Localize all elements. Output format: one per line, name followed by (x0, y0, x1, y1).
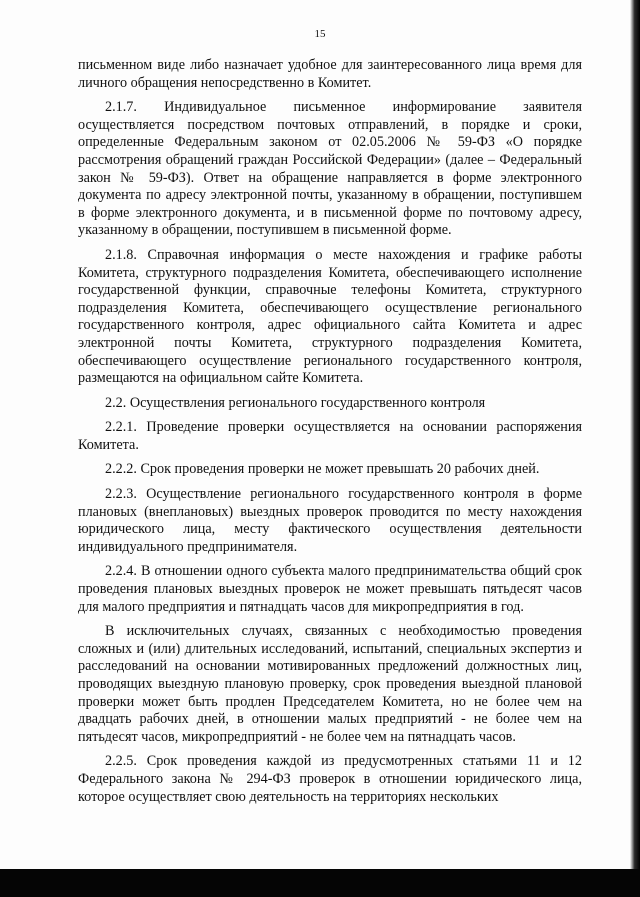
paragraph-2-2-1: 2.2.1. Проведение проверки осуществляется на основании распоряжения Комитета. (78, 419, 582, 453)
paragraph-2-2-2: 2.2.2. Срок проведения проверки не может превышать 20 рабочих дней. (105, 461, 540, 478)
scan-edge-bottom (0, 869, 640, 897)
section-heading-2-2: 2.2. Осуществления регионального государственного контроля (105, 394, 486, 411)
page-number: 15 (314, 28, 326, 40)
paragraph-2-1-7: 2.1.7. Индивидуальное письменное информирование заявителя осуществляется посредством почтовых отправлений, в порядке и сроки, определенные Федеральным законом от 02.05.2006 № 59-ФЗ «О порядке рассмотрения обращений граждан Российской Федерации» (далее – Федеральный закон № 59-ФЗ). Ответ на обращение направляется в форме электронного документа по адресу электронной почты, указанному в обращении, поступившем в форме электронного документа, и в письменной форме по почтовому адресу, указанному в обращении, поступившем в письменной форме. (78, 99, 582, 239)
paragraph-2-2-5: 2.2.5. Срок проведения каждой из предусмотренных статьями 11 и 12 Федерального закона № 294-ФЗ проверок в отношении юридического лица, которое осуществляет свою деятельность на территориях нескольких (78, 753, 582, 805)
paragraph-2-2-4: 2.2.4. В отношении одного субъекта малого предпринимательства общий срок проведения плановых выездных проверок не может превышать пятьдесят часов для малого предприятия и пятнадцать часов для микропредприятия в год. (78, 563, 582, 615)
paragraph-exceptional-cases: В исключительных случаях, связанных с необходимостью проведения сложных и (или) длительных исследований, испытаний, специальных экспертиз и расследований на основании мотивированных предложений должностных лиц, проводящих выездную плановую проверку, срок проведения выездной плановой проверки может быть продлен Председателем Комитета, но не более чем на двадцать рабочих дней, в отношении малых предприятий - не более чем на пятьдесят часов, микропредприятий - не более чем на пятнадцать часов. (78, 623, 582, 745)
scan-edge-right (630, 0, 640, 897)
paragraph-2-2-3: 2.2.3. Осуществление регионального государственного контроля в форме плановых (внеплановых) выездных проверок проводится по месту нахождения юридического лица, месту фактического осуществления деятельности индивидуального предпринимателя. (78, 486, 582, 555)
paragraph-continuation: письменном виде либо назначает удобное для заинтересованного лица время для личного обращения непосредственно в Комитет. (78, 57, 582, 91)
paragraph-2-1-8: 2.1.8. Справочная информация о месте нахождения и графике работы Комитета, структурного подразделения Комитета, обеспечивающего исполнение государственной функции, справочные телефоны Комитета, структурного подразделения Комитета, обеспечивающего осуществление регионального государственного контроля, адрес официального сайта Комитета и адрес электронной почты Комитета, структурного подразделения Комитета, обеспечивающего осуществление регионального государственного контроля, размещаются на официальном сайте Комитета. (78, 246, 582, 387)
document-body (78, 57, 582, 806)
